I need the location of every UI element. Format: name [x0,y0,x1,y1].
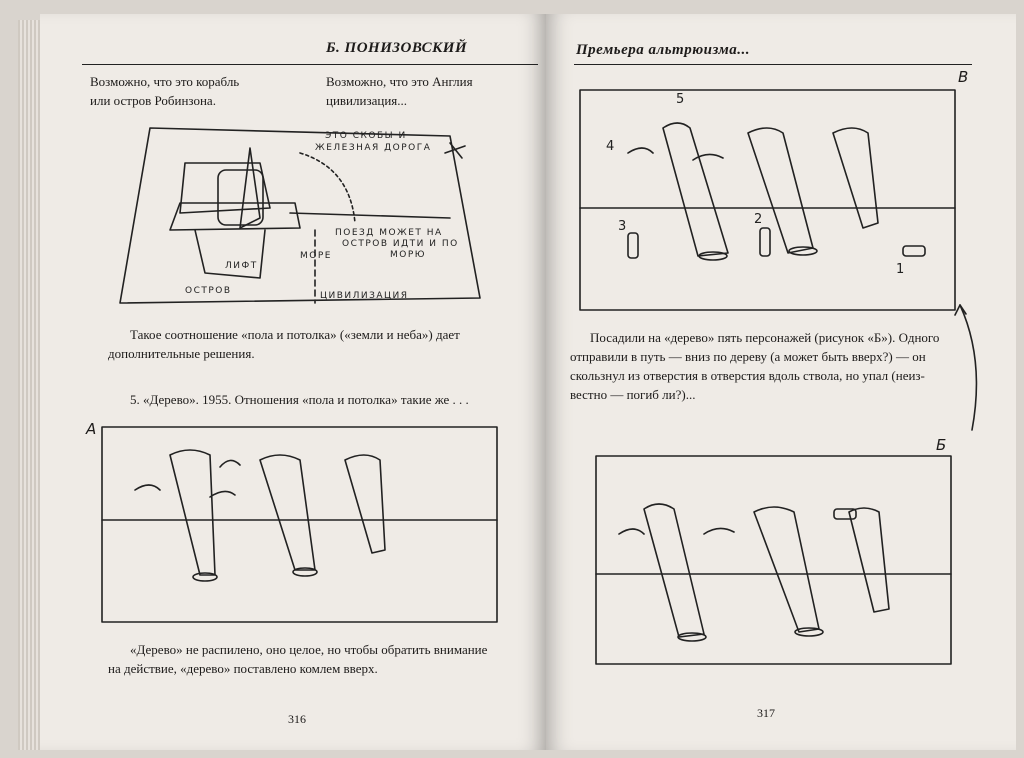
section-heading: 5. «Дерево». 1955. Отношения «пола и потолка» такие же . . . [130,392,469,407]
right-paragraph [570,328,940,404]
label-civ: ЦИВИЛИЗАЦИЯ [320,291,409,301]
right-paragraph-line-4: вестно — погиб ли?)... [570,387,696,402]
figure-v-drawing [578,88,958,314]
divider-line [290,213,450,218]
paragraph-2-line-2: на действие, «дерево» поставлено комлем вверх. [108,661,378,676]
paragraph-1-line-2: дополнительные решения. [108,346,255,361]
caption-left [90,72,239,110]
island-civilization-sketch [110,118,490,318]
paragraph-2 [108,640,488,678]
tree-trunk-a3 [345,455,385,553]
label-zhd: ЖЕЛЕЗНАЯ ДОРОГА [315,143,432,153]
number-5: 5 [676,92,686,107]
plane-mark [445,143,465,158]
paragraph-1 [108,325,460,363]
tree-trunk-b1 [644,504,704,637]
rail-curve [300,153,355,223]
figure-a-frame [102,427,497,622]
tree-trunk-a2 [260,455,315,570]
wings-v [628,148,723,160]
label-lift: ЛИФТ [225,261,258,271]
cabin-shape [218,170,263,225]
number-4: 4 [606,139,616,154]
label-train-2: ОСТРОВ ИДТИ И ПО [342,239,459,249]
label-train-3: МОРЮ [390,250,426,260]
number-1: 1 [896,262,906,277]
figure-a-drawing [100,425,500,625]
caption-left-line-1: Возможно, что это корабль [90,74,240,89]
paragraph-2-line-1: «Дерево» не распилено, оно целое, но чтобы обратить внимание [130,642,488,657]
tree-trunk-v1 [663,123,728,256]
caption-right-line-1: Возможно, что это Англия [326,74,473,89]
right-paragraph-line-3: скользнул из отверстия в отверстия вдоль ствола, но упал (неиз- [570,368,925,383]
figure-v-label: В [958,68,969,86]
figure-3 [628,233,638,258]
left-running-head: Б. ПОНИЗОВСКИЙ [326,40,468,56]
label-skoby: ЭТО СКОБЫ И [325,131,407,141]
right-header-rule [574,64,972,65]
figure-a-label: А [86,420,97,438]
number-3: 3 [618,219,628,234]
wings-a [135,460,240,497]
number-2: 2 [754,212,764,227]
tree-trunk-v3 [833,128,878,228]
tree-trunk-a1 [170,450,215,575]
tree-trunk-v2 [748,128,813,253]
tree-trunk-b3 [849,508,889,612]
label-sea: МОРЕ [300,251,332,261]
left-header-rule [82,64,538,65]
arrow-line [960,305,976,430]
figure-2 [760,228,770,256]
figure-1 [903,246,925,256]
caption-right-line-2: цивилизация... [326,93,408,108]
figure-b-label: Б [936,436,947,454]
sail-shape [240,148,260,228]
tree-trunk-b2 [754,507,819,632]
label-train: ПОЕЗД МОЖЕТ НА [335,228,443,238]
right-paragraph-line-1: Посадили на «дерево» пять персонажей (рисунок «Б»). Одного [590,330,940,345]
figure-v-frame [580,90,955,310]
lower-deck [170,203,300,230]
label-island: ОСТРОВ [185,286,232,296]
right-running-head: Премьера альтрюизма... [576,42,751,58]
figure-b-drawing [594,454,954,668]
caption-right [326,72,473,110]
paragraph-1-line-1: Такое соотношение «пола и потолка» («земли и неба») дает [130,327,460,342]
arrow-curve [950,300,990,440]
caption-left-line-2: или остров Робинзона. [90,93,216,108]
right-page-number: 317 [757,706,775,720]
hole-v2 [789,247,817,255]
left-page-number: 316 [288,712,306,726]
right-paragraph-line-2: отправили в путь — вниз по дереву (а может быть вверх?) — он [570,349,926,364]
wings-b [619,528,734,534]
plane-outline [120,128,480,303]
figure-b-frame [596,456,951,664]
